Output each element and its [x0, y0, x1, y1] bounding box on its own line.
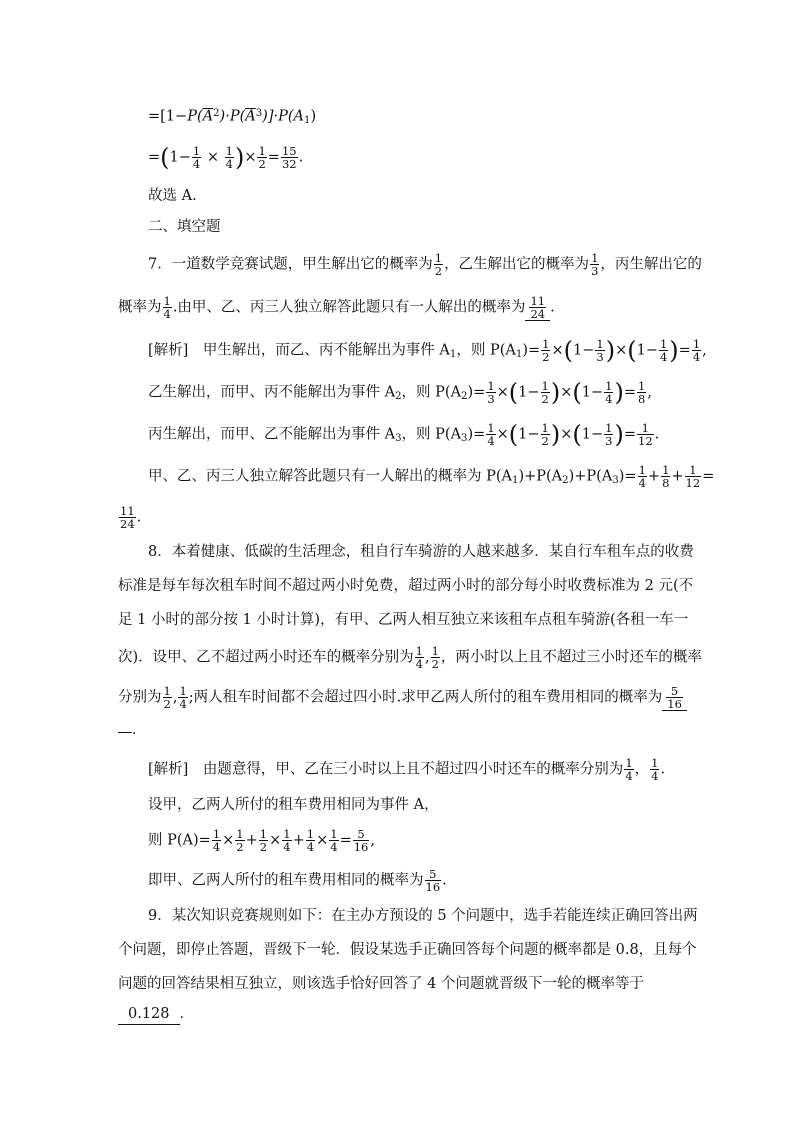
fraction: $\frac{1}{2}$ [258, 144, 266, 171]
question-8-line-5: 分别为 $\frac{1}{2}$ , $\frac{1}{4}$ ;两人租车时间都不会超过四小时.求甲乙两人所付的租车费用相同的概率为 $\frac{5}{16}$ [118, 685, 687, 711]
analysis-8-line-4: 即甲、乙两人所付的租车费用相同的概率为 $\frac{5}{16}$ . [148, 867, 447, 894]
analysis-7-line-3: 丙生解出，而甲、乙不能解出为事件 $A_3$，则 $P(A_3)=$ $\frac{1}{4}$ ×(1− $\frac{1}{2}$ )×(1− $\frac{1}{3}$ )= $\frac{1}{12}$ . [148, 420, 660, 449]
analysis-7-line-4: 甲、乙、丙三人独立解答此题只有一人解出的概率为 $P(A_1)+P(A_2)+P(A_3)=$ $\frac{1}{4}$ + $\frac{1}{8}$ + $\frac{1}{12}$ = [148, 463, 715, 490]
analysis-7-result: $\frac{11}{24}$ . [120, 504, 142, 531]
question-7-line-1: 7．一道数学竞赛试题，甲生解出它的概率为 $\frac{1}{2}$ ，乙生解出它的概率为 $\frac{1}{3}$ ，丙生解出它的 [148, 251, 702, 278]
question-8-line-3: 足 1 小时的部分按 1 小时计算)，有甲、乙两人相互独立来该租车点租车骑游(各租一车一 [118, 612, 689, 628]
analysis-8-line-1: [解析] 由题意得，甲、乙在三小时以上且不超过四小时还车的概率分别为 $\frac{1}{4}$ ， $\frac{1}{4}$ . [148, 756, 666, 783]
answer-blank: $\frac{5}{16}$ [662, 685, 687, 711]
formula-line-2: =(1− $\frac{1}{4}$ × $\frac{1}{4}$ )× $\frac{1}{2}$ = $\frac{15}{32}$ . [148, 143, 304, 172]
answer-blank: 0.128 [118, 1004, 180, 1025]
answer-blank: $\frac{11}{24}$ [525, 295, 550, 321]
analysis-7-line-1: [解析] 甲生解出，而乙、丙不能解出为事件 $A_1$，则 $P(A_1)=$ $\frac{1}{2}$ ×(1− $\frac{1}{3}$ )×(1− $\frac{1}{4}$ )= $\frac{1}{4}$ , [148, 336, 707, 365]
question-9-line-4: 0.128 ． [118, 1004, 194, 1025]
analysis-8-line-3: 则 P(A)= $\frac{1}{4}$ × $\frac{1}{2}$ + $\frac{1}{2}$ × $\frac{1}{4}$ + $\frac{1}{4}$ × $\frac{1}{4}$ = $\frac{5}{16}$ , [148, 827, 375, 854]
question-8-line-2: 标准是每车每次租车时间不超过两小时免费，超过两小时的部分每小时收费标准为 2 元(不 [118, 578, 694, 594]
question-8-line-6: ． [118, 720, 147, 740]
fraction: $\frac{1}{4}$ [192, 144, 201, 171]
analysis-7-line-2: 乙生解出，而甲、丙不能解出为事件 $A_2$，则 $P(A_2)=$ $\frac{1}{3}$ ×(1− $\frac{1}{2}$ )×(1− $\frac{1}{4}$ )= $\frac{1}{8}$ , [148, 378, 652, 407]
analysis-8-line-2: 设甲，乙两人所付的租车费用相同为事件 A， [148, 797, 439, 813]
question-9-line-1: 9．某次知识竞赛规则如下：在主办方预设的 5 个问题中，选手若能连续正确回答出两 [148, 908, 698, 924]
question-8-line-1: 8．本着健康、低碳的生活理念，租自行车骑游的人越来越多．某自行车租车点的收费 [148, 544, 694, 560]
question-9-line-3: 问题的回答结果相互独立，则该选手恰好回答了 4 个问题就晋级下一轮的概率等于 [118, 976, 644, 992]
formula-line-1: $=[1-P(\overline{A}^2)\cdot P(\overline{A}^3)]\cdot P(A_1)$ [148, 108, 317, 127]
question-8-line-4: 次)．设甲、乙不超过两小时还车的概率分别为 $\frac{1}{4}$ , $\frac{1}{2}$ ，两小时以上且不超过三小时还车的概率 [118, 644, 702, 671]
fraction: $\frac{15}{32}$ [281, 144, 297, 171]
fraction: $\frac{1}{4}$ [225, 144, 233, 171]
question-9-line-2: 个问题，即停止答题，晋级下一轮．假设某选手正确回答每个问题的概率都是 0.8，且每个 [118, 942, 697, 958]
question-7-line-2: 概率为 $\frac{1}{4}$ .由甲、乙、丙三人独立解答此题只有一人解出的概率为 $\frac{11}{24}$ . [118, 294, 555, 321]
answer-choice-line: 故选 A. [148, 188, 197, 204]
section-heading: 二、填空题 [148, 219, 221, 235]
